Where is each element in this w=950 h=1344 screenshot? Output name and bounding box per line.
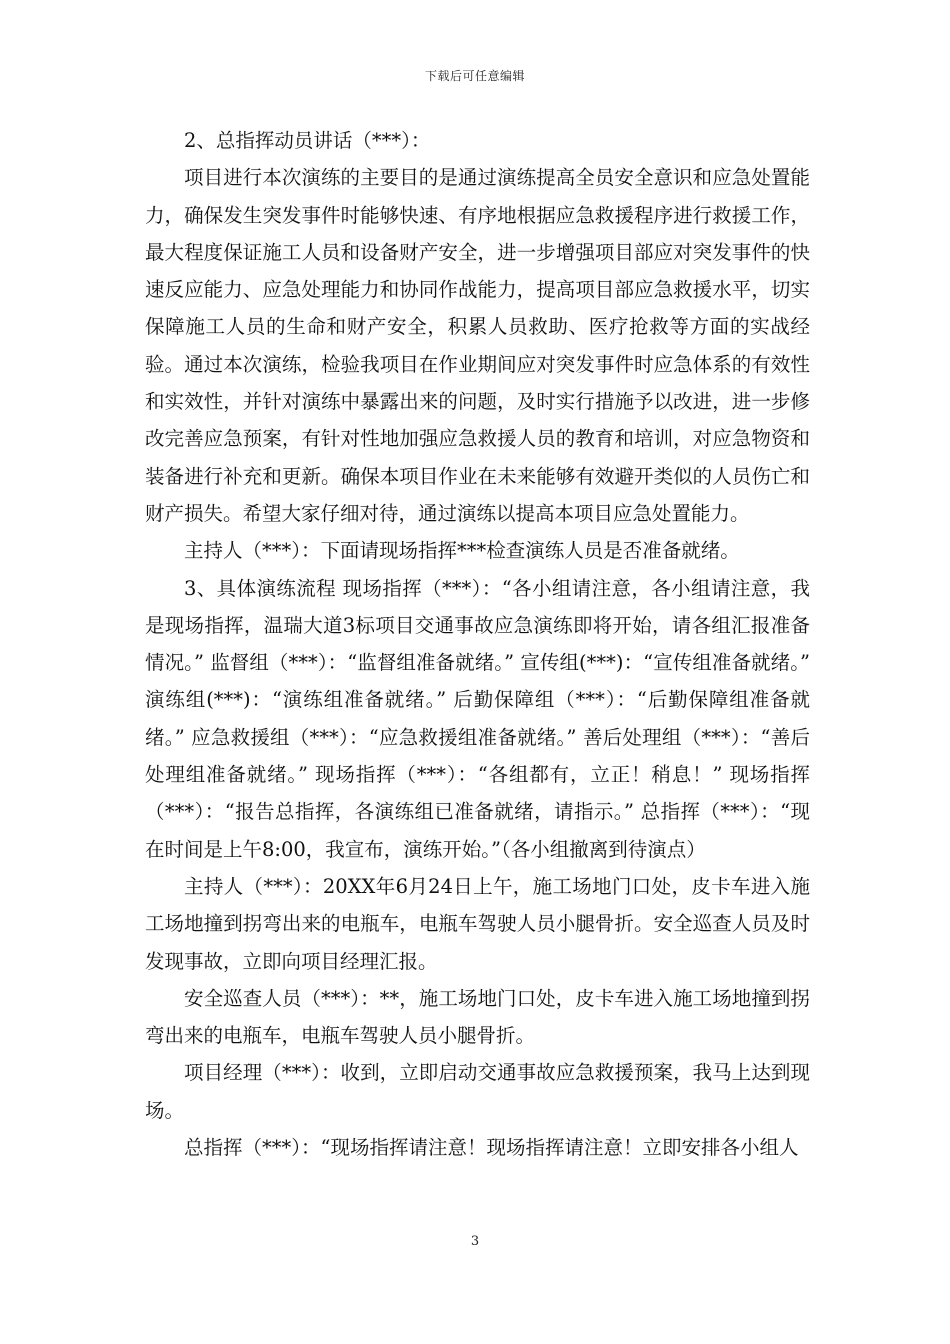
- page-number: 3: [470, 1234, 480, 1249]
- section-heading-mobilization-speech: 2、总指挥动员讲话（***）：: [184, 129, 431, 152]
- page-header: 下载后可任意编辑: [424, 69, 525, 83]
- paragraph-host-check: 主持人（***）：下面请现场指挥***检查演练人员是否准备就绪。: [184, 539, 740, 563]
- document-body: [145, 122, 810, 1166]
- paragraph-drill-purpose: 项目进行本次演练的主要目的是通过演练提高全员安全意识和应急处置能力，确保发生突发事件时能够快速、有序地根据应急救援程序进行救援工作，最大程度保证施工人员和设备财产安全，进一步增强项目部应对突发事件的快速反应能力、应急处理能力和协同作战能力，提高项目部应急救援水平，切实保障施工人员的生命和财产安全，积累人员救助、医疗抢救等方面的实战经验。通过本次演练，检验我项目在作业期间应对突发事件时应急体系的有效性和实效性，并针对演练中暴露出来的问题，及时实行措施予以改进，进一步修改完善应急预案，有针对性地加强应急救援人员的教育和培训，对应急物资和装备进行补充和更新。确保本项目作业在未来能够有效避开类似的人员伤亡和财产损失。希望大家仔细对待，通过演练以提高本项目应急处置能力。: [145, 166, 810, 525]
- paragraph-drill-procedure: 3、具体演练流程 现场指挥（***）：“各小组请注意，各小组请注意，我是现场指挥，温瑞大道3标项目交通事故应急演练即将开始，请各组汇报准备情况。” 监督组（***）：“监督组准备就绪。” 宣传组(***)：“宣传组准备就绪。” 演练组(***)：“演练组准备就绪。” 后勤保障组（***）：“后勤保障组准备就绪。” 应急救援组（***）：“应急救援组准备就绪。” 善后处理组（***）：“善后处理组准备就绪。” 现场指挥（***）：“各组都有，立正！稍息！” 现场指挥（***）：“报告总指挥，各演练组已准备就绪，请指示。” 总指挥（***）：“现在时间是上午8:00，我宣布，演练开始。”（各小组撤离到待演点）: [145, 576, 810, 861]
- paragraph-host-scenario: 主持人（***）：20XX年6月24日上午，施工场地门口处，皮卡车进入施工场地撞到拐弯出来的电瓶车，电瓶车驾驶人员小腿骨折。安全巡查人员及时发现事故，立即向项目经理汇报。: [145, 874, 810, 973]
- paragraph-manager-response: 项目经理（***）：收到，立即启动交通事故应急救援预案，我马上达到现场。: [145, 1061, 810, 1122]
- paragraph-patrol-report: 安全巡查人员（***）：**，施工场地门口处，皮卡车进入施工场地撞到拐弯出来的电瓶车，电瓶车驾驶人员小腿骨折。: [145, 986, 810, 1048]
- paragraph-commander-order: 总指挥（***）：“现场指挥请注意！现场指挥请注意！立即安排各小组人: [184, 1136, 799, 1160]
